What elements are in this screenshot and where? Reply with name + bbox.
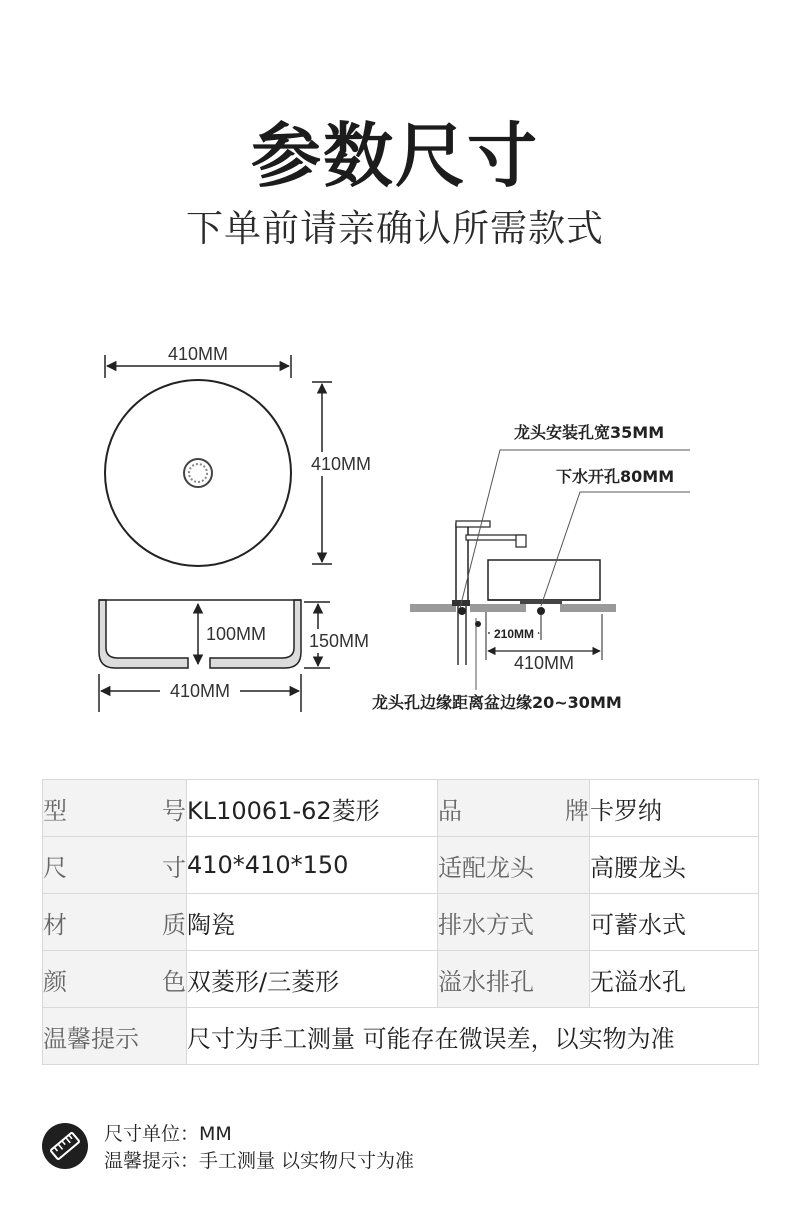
faucet-value: 高腰龙头 <box>590 837 759 894</box>
side-width-label: 410MM <box>169 681 231 701</box>
material-value: 陶瓷 <box>187 894 438 951</box>
footer-notes <box>104 1121 414 1175</box>
material-label: 材质 <box>43 894 187 951</box>
drain-label: 排水方式 <box>438 894 590 951</box>
hole-distance-label: 210MM <box>493 627 535 641</box>
counter-mid <box>470 604 526 612</box>
brand-label: 品牌 <box>438 780 590 837</box>
unit-line: 尺寸单位：MM <box>104 1123 232 1145</box>
size-value: 410*410*150 <box>187 837 438 894</box>
inner-depth-label: 100MM <box>205 624 267 644</box>
spec-table <box>42 779 759 1065</box>
tip-label: 温馨提示 <box>43 1008 187 1065</box>
top-view <box>105 343 378 566</box>
table-row <box>43 837 759 894</box>
table-row <box>43 894 759 951</box>
color-value: 双菱形/三菱形 <box>187 951 438 1008</box>
side-height-label: 150MM <box>308 631 370 651</box>
counter-right <box>560 604 616 612</box>
overflow-label: 溢水排孔 <box>438 951 590 1008</box>
counter-left <box>410 604 456 612</box>
install-view <box>372 423 690 712</box>
drain-value: 可蓄水式 <box>590 894 759 951</box>
top-height-label: 410MM <box>310 454 372 474</box>
model-value: KL10061-62菱形 <box>187 780 438 837</box>
tip-value: 尺寸为手工测量 可能存在微误差，以实物为准 <box>187 1008 759 1065</box>
table-row <box>43 1008 759 1065</box>
table-row <box>43 780 759 837</box>
page-title: 参数尺寸 <box>251 115 539 197</box>
color-label: 颜色 <box>43 951 187 1008</box>
drain-hole-label: 下水开孔80MM <box>556 467 675 486</box>
edge-distance-label: 龙头孔边缘距离盆边缘20~30MM <box>372 693 622 712</box>
table-row <box>43 951 759 1008</box>
faucet-hole-label: 龙头安装孔宽35MM <box>514 423 665 442</box>
size-label: 尺寸 <box>43 837 187 894</box>
faucet-label: 适配龙头 <box>438 837 590 894</box>
page-subtitle: 下单前请亲确认所需款式 <box>186 207 604 250</box>
install-width-label: 410MM <box>513 653 575 673</box>
model-label: 型号 <box>43 780 187 837</box>
side-view <box>99 600 376 712</box>
overflow-value: 无溢水孔 <box>590 951 759 1008</box>
ruler-icon <box>42 1123 88 1169</box>
brand-value: 卡罗纳 <box>590 780 759 837</box>
faucet-spout <box>466 535 524 540</box>
basin-side <box>488 560 600 600</box>
top-width-label: 410MM <box>167 344 229 364</box>
tip-line: 温馨提示：手工测量 以实物尺寸为准 <box>104 1150 415 1172</box>
